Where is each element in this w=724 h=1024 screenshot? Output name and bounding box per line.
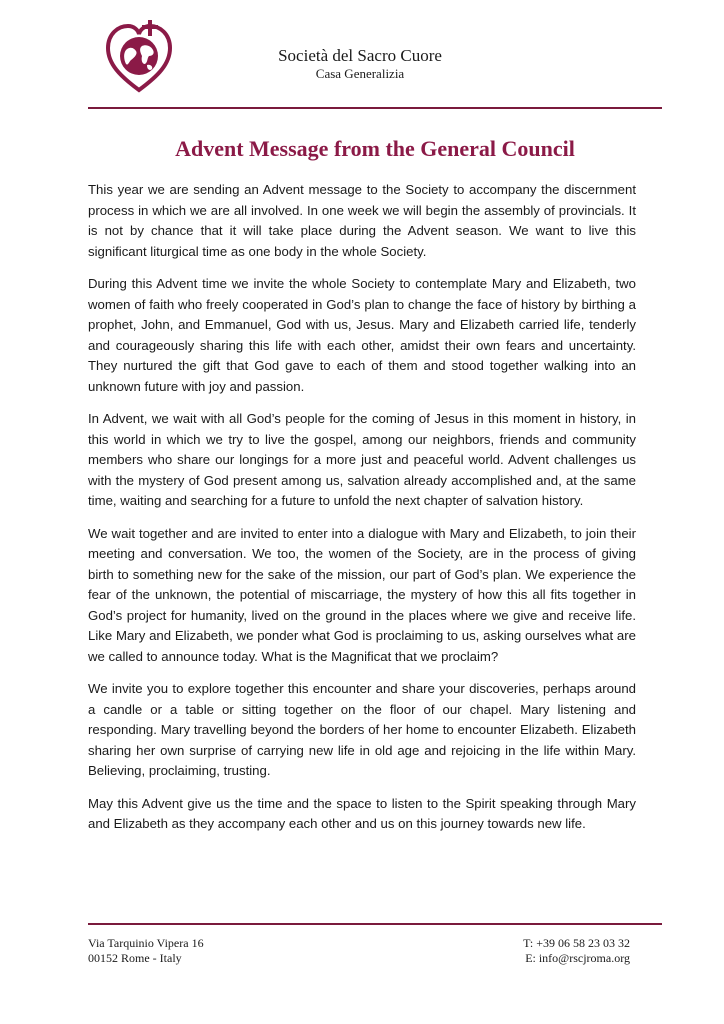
contact-email: E: info@rscjroma.org (525, 951, 630, 965)
paragraph: During this Advent time we invite the whole Society to contemplate Mary and Elizabeth, two women of faith who freely cooperated in God’s plan to change the face of history by birthing a prophet, John, and Emmanuel, God with us, Jesus. Mary and Elizabeth carried life, tenderly and courageously sharing this life with each other, amidst their own fears and uncertainty. They nurtured the gift that God gave to each of them and stood together walking into an unknown future with joy and passion. (88, 276, 636, 394)
footer-divider (88, 923, 662, 925)
address-city: 00152 Rome - Italy (88, 951, 182, 965)
document-title: Advent Message from the General Council (175, 136, 575, 161)
heart-globe-cross-logo (104, 18, 174, 94)
paragraph: May this Advent give us the time and the space to listen to the Spirit speaking through Mary and Elizabeth as they accompany each other and us on this journey towards new life. (88, 795, 636, 831)
paragraph: This year we are sending an Advent message to the Society to accompany the discernment process in which we are all involved. In one week we will begin the assembly of provincials. It is not by chance that it will take place during the Advent season. We want to live this significant liturgical time as one body in the whole Society. (88, 182, 636, 259)
footer-contact (523, 936, 630, 966)
paragraph: We invite you to explore together this encounter and share your discoveries, perhaps around a candle or a table or sitting together on the floor of our chapel. Mary listening and responding. Mary travelling beyond the borders of her home to encounter Elizabeth. Elizabeth sharing her own surprise of carrying new life in old age and rejoicing in the life within Mary. Believing, proclaiming, trusting. (88, 681, 636, 778)
paragraph: We wait together and are invited to enter into a dialogue with Mary and Elizabeth, to join their meeting and conversation. We too, the women of the Society, are in the process of giving birth to something new for the sake of the mission, our part of God’s plan. We experience the fear of the unknown, the potential of miscarriage, the mystery of how this all fits together in God’s project for humanity, lived on the ground in the places where we give and receive life. Like Mary and Elizabeth, we ponder what God is proclaiming to us, asking ourselves what are we called to announce today. What is the Magnificat that we proclaim? (88, 525, 636, 664)
address-street: Via Tarquinio Vipera 16 (88, 936, 204, 950)
organization-name: Società del Sacro Cuore (278, 46, 442, 65)
document-body (88, 180, 636, 847)
organization-subtitle: Casa Generalizia (315, 66, 405, 81)
paragraph: In Advent, we wait with all God’s people for the coming of Jesus in this moment in history, in this world in which we try to live the gospel, among our neighbors, friends and community members who share our longings for a more just and peaceful world. Advent challenges us with the mystery of God present among us, salvation already accomplished and, at the same time, waiting and searching for a future to unfold the next chapter of salvation history. (88, 411, 636, 508)
contact-phone: T: +39 06 58 23 03 32 (523, 936, 630, 950)
footer-address (88, 936, 204, 966)
header-divider (88, 107, 662, 109)
organization-header (190, 46, 530, 82)
